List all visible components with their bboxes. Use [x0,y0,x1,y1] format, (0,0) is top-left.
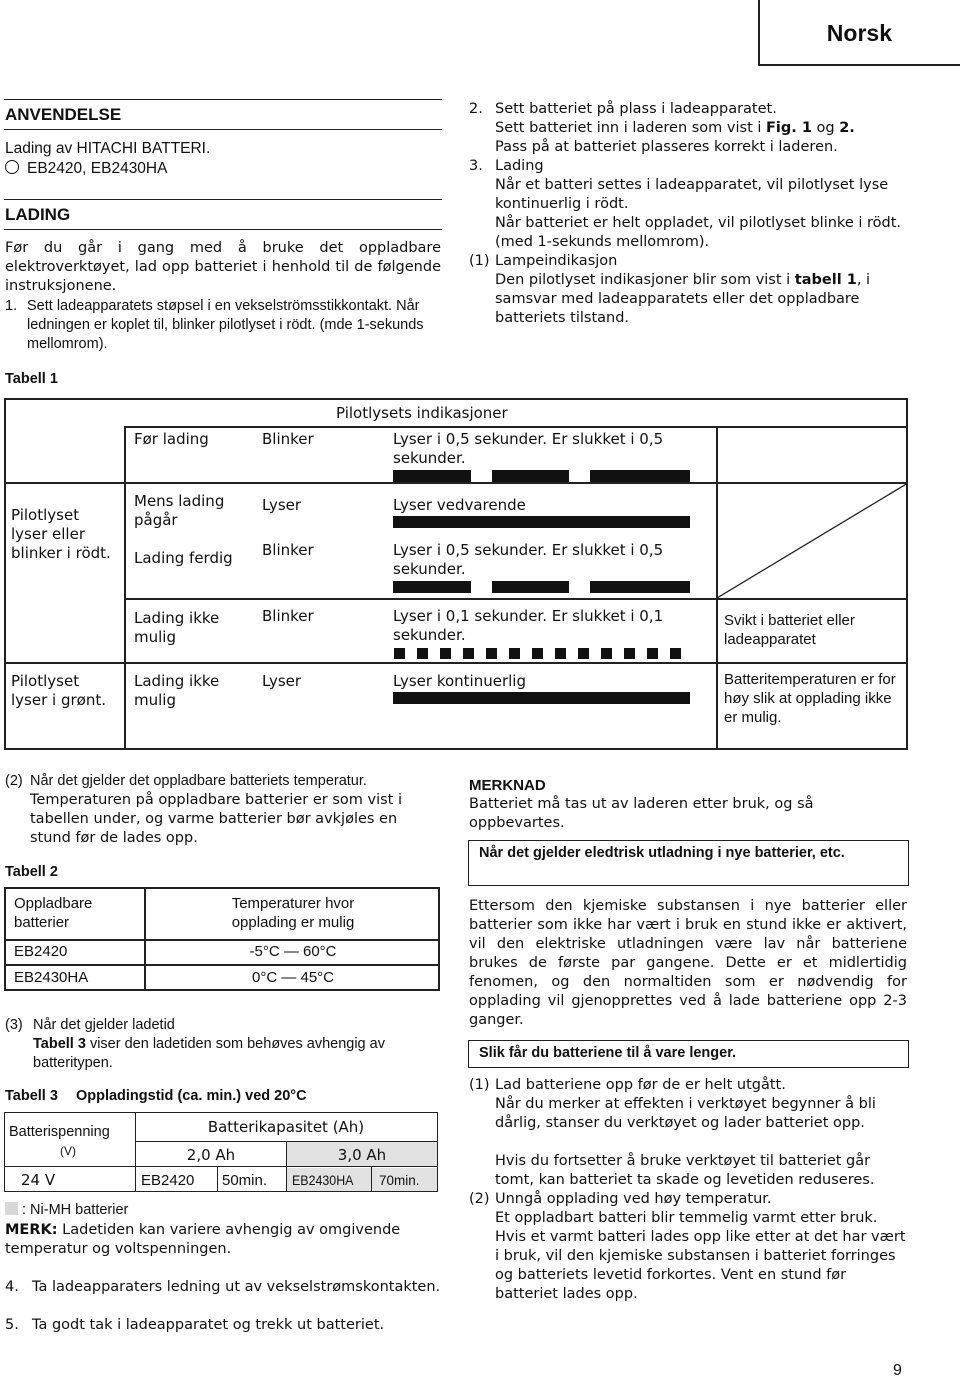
time-body: Tabell 3 viser den ladetiden som behøves avhengig av batteritypen. [33,1036,385,1071]
t3-cap1: 2,0 Ah [186,1146,236,1164]
t2-row-1-model: EB2430HA [14,969,89,986]
divider [4,129,442,130]
tip-2-title: Unngå opplading ved høy temperatur. [495,1191,772,1207]
merknad-body: Batteriet må tas ut av laderen etter bruk, og så oppbevartes. [469,796,814,831]
tip-2-num: (2) [469,1191,490,1207]
row-0-mode: Blinker [262,430,314,448]
step-3-body-b: Når batteriet er helt oppladet, vil pilotlyset blinke i rödt. (med 1-sekunds mellomrom). [495,215,901,250]
step-3-body-a: Når et batteri settes i ladeapparatet, vil pilotlyset lyse kontinuerlig i rödt. [495,177,889,212]
lading-intro: Før du går i gang med å bruke det oppladbare elektroverktøyet, lad opp batteriet i henhold til de følgende instruksjonene. [5,240,441,294]
row-4-note: Batteritemperaturen er for høy slik at opplading ikke er mulig. [724,671,896,726]
row-1-mode: Lyser [262,496,302,514]
row-2-mode: Blinker [262,541,314,559]
t2-col2-header: Temperaturer hvor opplading er mulig [231,895,355,931]
row-4-mode: Lyser [262,672,302,690]
tip-2-body: Et oppladbart batteri blir temmelig varmt etter bruk. Hvis et varmt batteri lades opp like etter at det har vært i bruk, vil den kjemiske substansen i batteriet forringes og batteriets levetid forkortes. Vent en stund før batteriet lades opp. [495,1210,906,1302]
divider [4,199,442,200]
step-2-note: Pass på at batteriet plasseres korrekt i laderen. [495,139,838,155]
discharge-paragraph: Ettersom den kjemiske substansen i nye batterier eller batterier som ikke har vært i bruk en stund ikke er aktivert, vil den elektriske utladningen være lav når batteriene brukes de første par gangene. Dette er et midlertidig fenomen, og den normaltiden som er nødvendig for opplading vil gjenopprettes ved å lade batteriene opp 2-3 ganger. [469,898,907,1028]
time-num: (3) [5,1017,23,1033]
language-label: Norsk [826,20,892,46]
t3-time2: 70min. [379,1173,420,1188]
anvendelse-line-1: Lading av HITACHI BATTERI. [5,140,211,157]
tip-1-body-a: Når du merker at effekten i verktøyet begynner å bli dårlig, stanser du verktøyet og lader batteriet opp. [495,1096,876,1131]
table-1 [4,398,908,750]
step-4: Ta ladeapparaters ledning ut av vekselstrømskontakten. [32,1279,441,1295]
row-0-desc: Lyser i 0,5 sekunder. Er slukket i 0,5 sekunder. [393,430,664,467]
sub-1-title: Lampeindikasjon [495,253,618,269]
boxed-heading-discharge: Når det gjelder eledtrisk utladning i nye batterier, etc. [468,840,909,886]
t2-row-1-range: 0°C — 45°C [251,969,335,986]
t3-model2: EB2430HA [292,1173,354,1188]
t3-voltage: 24 V [21,1171,56,1189]
t3-cap2: 3,0 Ah [337,1146,387,1164]
step-2-body: Sett batteriet inn i laderen som vist i Fig. 1 og 2. [495,120,855,136]
table-1-caption: Tabell 1 [5,371,58,387]
step-5-num: 5. [5,1317,19,1333]
group-red-label: Pilotlyset lyser eller blinker i rödt. [11,506,111,562]
step-1: 1. [5,298,18,314]
tip-1-body-b: Hvis du fortsetter å bruke verktøyet til batteriet går tomt, kan batteriet ta skade og levetiden reduseres. [495,1153,875,1188]
sub-1-num: (1) [469,253,490,269]
language-header-box [758,0,960,66]
step-1-text: Sett ladeapparatets støpsel i en vekselströmsstikkontakt. Når ledningen er koplet til, blinker pilotlyset i rödt. (mde 1-sekunds mellomrom). [27,298,424,352]
temp-title: Når det gjelder det oppladbare batteriets temperatur. [30,773,367,789]
step-2-num: 2. [469,101,483,117]
page-number: 9 [893,1362,902,1379]
step-3-num: 3. [469,158,483,174]
step-4-num: 4. [5,1279,19,1295]
boxed-heading-longevity: Slik får du batteriene til å vare lenger. [468,1040,909,1068]
sub-1-body: Den pilotlyset indikasjoner blir som vist i tabell 1, i samsvar med ladeapparatets eller det oppladbare batteriets tilstand. [495,272,871,326]
merk-note: MERK: Ladetiden kan variere avhengig av omgivende temperatur og voltspenningen. [5,1222,401,1257]
merknad-title: MERKNAD [469,777,546,794]
row-4-desc: Lyser kontinuerlig [393,672,526,690]
divider [4,99,442,100]
step-5: Ta godt tak i ladeapparatet og trekk ut batteriet. [32,1317,385,1333]
time-title: Når det gjelder ladetid [33,1017,175,1033]
diagonal-slash [717,483,908,598]
row-1-state: Mens lading pågår [134,492,225,529]
group-green-label: Pilotlyset lyser i grønt. [11,672,106,709]
step-3-title: Lading [495,158,544,174]
t3-model1: EB2420 [141,1172,195,1189]
anvendelse-line-2: EB2420, EB2430HA [5,159,167,178]
row-3-note: Svikt i batteriet eller ladeapparatet [724,612,855,648]
table-3-caption: Tabell 3 Oppladingstid (ca. min.) ved 20°C [5,1088,307,1104]
row-3-desc: Lyser i 0,1 sekunder. Er slukket i 0,1 sekunder. [393,607,664,644]
t2-row-0-model: EB2420 [14,943,68,960]
circle-icon [5,160,19,174]
tip-1-num: (1) [469,1077,490,1093]
t3-time1: 50min. [222,1172,268,1189]
t2-col1-header: Oppladbare batterier [14,895,93,931]
table-1-header: Pilotlysets indikasjoner [336,404,508,422]
t3-capacity-header: Batterikapasitet (Ah) [207,1118,365,1136]
section-heading-anvendelse: ANVENDELSE [5,105,122,124]
section-heading-lading: LADING [5,205,71,224]
row-3-mode: Blinker [262,607,314,625]
t3-voltage-unit: (V) [60,1144,76,1158]
t2-row-0-range: -5°C — 60°C [249,943,337,960]
row-0-state: Før lading [134,430,209,448]
row-4-state: Lading ikke mulig [134,672,220,709]
row-1-desc: Lyser vedvarende [393,496,526,514]
tip-1-title: Lad batteriene opp før de er helt utgått. [495,1077,786,1093]
table-3 [4,1112,438,1192]
legend: : Ni-MH batterier [5,1201,128,1220]
table-2 [4,887,440,991]
temp-num: (2) [5,773,23,789]
row-3-state: Lading ikke mulig [134,609,220,646]
row-2-desc: Lyser i 0,5 sekunder. Er slukket i 0,5 sekunder. [393,541,664,578]
row-2-state: Lading ferdig [134,549,233,567]
divider [4,229,442,230]
step-2-title: Sett batteriet på plass i ladeapparatet. [495,101,777,117]
gray-swatch [5,1202,18,1215]
t3-voltage-header: Batterispenning [9,1124,110,1140]
temp-body: Temperaturen på oppladbare batterier er som vist i tabellen under, og varme batterier bør avkjøles en stund før de lades opp. [30,792,403,846]
table-2-caption: Tabell 2 [5,864,58,880]
